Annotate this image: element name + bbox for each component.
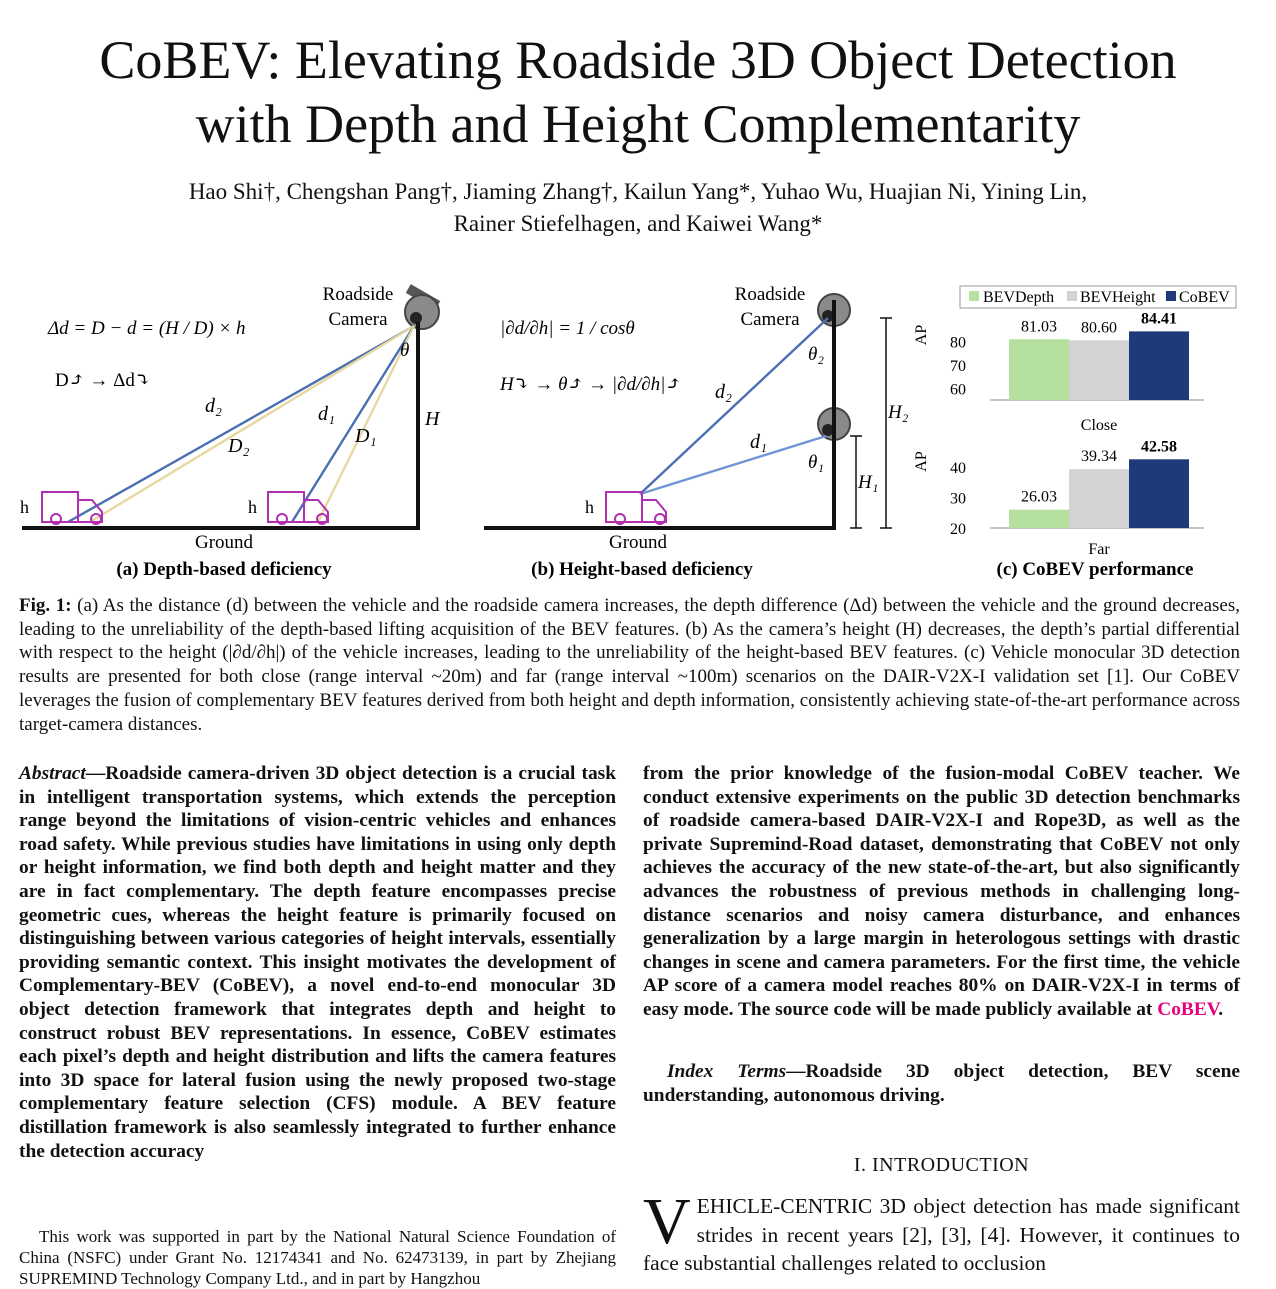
- y-tick-label: 70: [950, 358, 966, 375]
- ray-d1-b: [640, 436, 826, 494]
- label-H1-b: H₁: [858, 472, 879, 493]
- height-bracket-H2: [880, 318, 892, 528]
- camera-label-a-1: Roadside: [322, 284, 394, 305]
- bar-bevheight: [1069, 340, 1129, 400]
- y-tick-label: 40: [950, 460, 966, 478]
- panel-b: [484, 284, 909, 580]
- panel-c: [913, 286, 1236, 580]
- abstract-text-left: —Roadside camera-driven 3D object detection is a crucial task in intelligent transportation systems, which extends the perception range beyond the limitations of vision-centric vehicles and enhances road safety. While previous studies have limitations in using only depth or height information, we find both depth and height matter and they are in fact complementary. The depth feature encompasses precise geometric cues, whereas the height feature is primarily focused on distinguishing between various categories of height intervals, essentially providing semantic context. This insight motivates the development of Complementary-BEV (CoBEV), a novel end-to-end monocular 3D object detection framework that integrates depth and height to construct robust BEV representations. In essence, CoBEV estimates each pixel’s depth and height distribution and lifts the camera features into 3D space for lateral fusion using the newly proposed two-stage complementary feature selection (CFS) module. A BEV feature distillation framework is also seamlessly integrated to further enhance the detection accuracy: [19, 763, 616, 1162]
- data-label: 26.03: [1021, 488, 1057, 506]
- chart-legend: [960, 286, 1236, 308]
- data-label: 42.58: [1141, 438, 1177, 456]
- label-d1-a: d₁: [318, 403, 335, 425]
- label-H-a: H: [425, 408, 440, 430]
- truck-icon: [606, 492, 666, 524]
- code-link[interactable]: CoBEV: [1157, 998, 1219, 1020]
- legend-bevheight: BEVHeight: [1080, 289, 1156, 306]
- figure-caption: [19, 594, 1240, 736]
- height-trend: H⤵ → θ⤴ → |∂d/∂h|⤴: [500, 374, 682, 395]
- data-label: 81.03: [1021, 318, 1057, 336]
- title-line-1: CoBEV: Elevating Roadside 3D Object Detection: [99, 30, 1177, 90]
- ray-d2: [68, 326, 414, 522]
- bar-bevdepth: [1009, 339, 1069, 400]
- label-theta1-b: θ₁: [808, 452, 824, 473]
- label-h-a-1: h: [20, 497, 29, 517]
- abstract-right-column: [643, 762, 1240, 1022]
- y-tick-label: 80: [950, 334, 966, 352]
- data-label: 39.34: [1081, 448, 1117, 466]
- label-d2-b: d₂: [715, 381, 732, 403]
- bar-bevdepth: [1009, 510, 1069, 528]
- section-heading: I. INTRODUCTION: [853, 1154, 1030, 1176]
- label-theta-a: θ: [400, 340, 410, 361]
- index-terms-text: —Roadside 3D object detection, BEV scene understanding, autonomous driving.: [643, 1061, 1240, 1106]
- bar-cobev: [1129, 331, 1189, 400]
- caption-text: (a) As the distance (d) between the vehicle and the roadside camera increases, the depth difference (Δd) between the vehicle and the ground decreases, leading to the unreliability of the depth-based lifting acquisition of the BEV features. (b) As the camera’s height (H) decreases, the depth’s partial differential with respect to the height (|∂d/∂h|) of the vehicle increases, leading to the unreliability of the height-based BEV features. (c) Vehicle monocular 3D detection results are presented for both close (range interval ~20m) and far (range interval ~100m) scenarios on the DAIR-V2X-I validation set [1]. Our CoBEV leverages the fusion of complementary BEV features derived from both height and depth information, consistently achieving state-of-the-art performance across target-camera distances.: [19, 595, 1240, 735]
- chart-far: [913, 438, 1204, 558]
- legend-swatch-cobev: [1166, 291, 1176, 301]
- legend-bevdepth: BEVDepth: [983, 289, 1055, 306]
- index-terms: [643, 1060, 1240, 1107]
- footnote: This work was supported in part by the National Natural Science Foundation of China (NSFC) under Grant No. 12174341 and No. 62473139, in part by Zhejiang SUPREMIND Technology Company Ltd., and in part by Hangzhou: [19, 1227, 616, 1288]
- camera-label-a-2: Camera: [328, 309, 388, 330]
- abstract-end: .: [1218, 998, 1224, 1020]
- depth-formula: Δd = D − d = (H / D) × h: [48, 318, 246, 339]
- label-h-b: h: [585, 497, 594, 517]
- camera-label-b-1: Roadside: [734, 284, 806, 305]
- caption-label: Fig. 1:: [19, 595, 72, 616]
- subcaption-a: (a) Depth-based deficiency: [116, 559, 332, 580]
- bar-cobev: [1129, 459, 1189, 528]
- authors-line-1: Hao Shi†, Chengshan Pang†, Jiaming Zhang†, Kailun Yang*, Yuhao Wu, Huajian Ni, Yining Lin,: [188, 179, 1088, 204]
- label-d1-b: d₁: [750, 431, 767, 453]
- height-formula: |∂d/∂h| = 1 / cosθ: [500, 318, 635, 339]
- label-D2-a: D₂: [228, 435, 250, 457]
- subcaption-c: (c) CoBEV performance: [996, 559, 1194, 580]
- label-H2-b: H₂: [888, 402, 909, 423]
- depth-trend: D⤴ → Δd⤵: [55, 370, 151, 391]
- abstract-label: Abstract: [19, 763, 86, 784]
- index-terms-label: Index Terms: [667, 1061, 787, 1082]
- label-D1-a: D₁: [355, 425, 377, 447]
- legend-swatch-bevheight: [1067, 291, 1077, 301]
- legend-cobev: CoBEV: [1179, 289, 1230, 306]
- y-axis-label: AP: [913, 451, 930, 472]
- chart-title: Far: [1088, 541, 1110, 558]
- ground-label-a: Ground: [194, 532, 254, 553]
- author-list: [0, 176, 1276, 240]
- authors-line-2: Rainer Stiefelhagen, and Kaiwei Wang*: [453, 211, 823, 236]
- label-d2-a: d₂: [205, 395, 222, 417]
- data-label: 80.60: [1081, 319, 1117, 337]
- camera-label-b-2: Camera: [740, 309, 800, 330]
- title-line-2: with Depth and Height Complementarity: [195, 94, 1081, 154]
- abstract-left-column: [19, 762, 616, 1163]
- subcaption-b: (b) Height-based deficiency: [531, 559, 753, 580]
- drop-cap: V: [643, 1185, 691, 1258]
- roadside-camera-icon: [405, 284, 440, 329]
- y-tick-label: 60: [950, 381, 966, 399]
- data-label: 84.41: [1141, 310, 1177, 328]
- intro-body: EHICLE-CENTRIC 3D object detection has made significant strides in recent years [2], [3], [4]. However, it continues to face substantial challenges related to occlusion: [643, 1194, 1240, 1275]
- chart-close: [913, 310, 1204, 434]
- figure-1: [0, 270, 1276, 588]
- panel-a: [20, 284, 441, 580]
- ray-d2-b: [640, 318, 828, 494]
- label-h-a-2: h: [248, 497, 257, 517]
- ground-label-b: Ground: [608, 532, 668, 553]
- ray-d1: [292, 326, 414, 522]
- label-theta2-b: θ₂: [808, 344, 824, 365]
- bar-bevheight: [1069, 469, 1129, 528]
- paper-title: [0, 28, 1276, 156]
- legend-swatch-bevdepth: [969, 291, 979, 301]
- abstract-text-right: from the prior knowledge of the fusion-modal CoBEV teacher. We conduct extensive experiments on the public 3D detection benchmarks of roadside camera-based DAIR-V2X-I and Rope3D, as well as the private Supremind-Road dataset, demonstrating that CoBEV not only achieves the accuracy of the new state-of-the-art, but also significantly advances the robustness of previous methods in challenging long-distance scenarios and noisy camera disturbance, and enhances generalization by a large margin in heterologous settings with drastic changes in scene and camera parameters. For the first time, the vehicle AP score of a camera model reaches 80% on DAIR-V2X-I in terms of easy mode. The source code will be made publicly available at: [643, 763, 1240, 1020]
- introduction-text: [643, 1185, 1240, 1278]
- y-tick-label: 30: [950, 490, 966, 508]
- chart-title: Close: [1080, 417, 1118, 434]
- y-axis-label: AP: [913, 324, 930, 346]
- y-tick-label: 20: [950, 521, 966, 538]
